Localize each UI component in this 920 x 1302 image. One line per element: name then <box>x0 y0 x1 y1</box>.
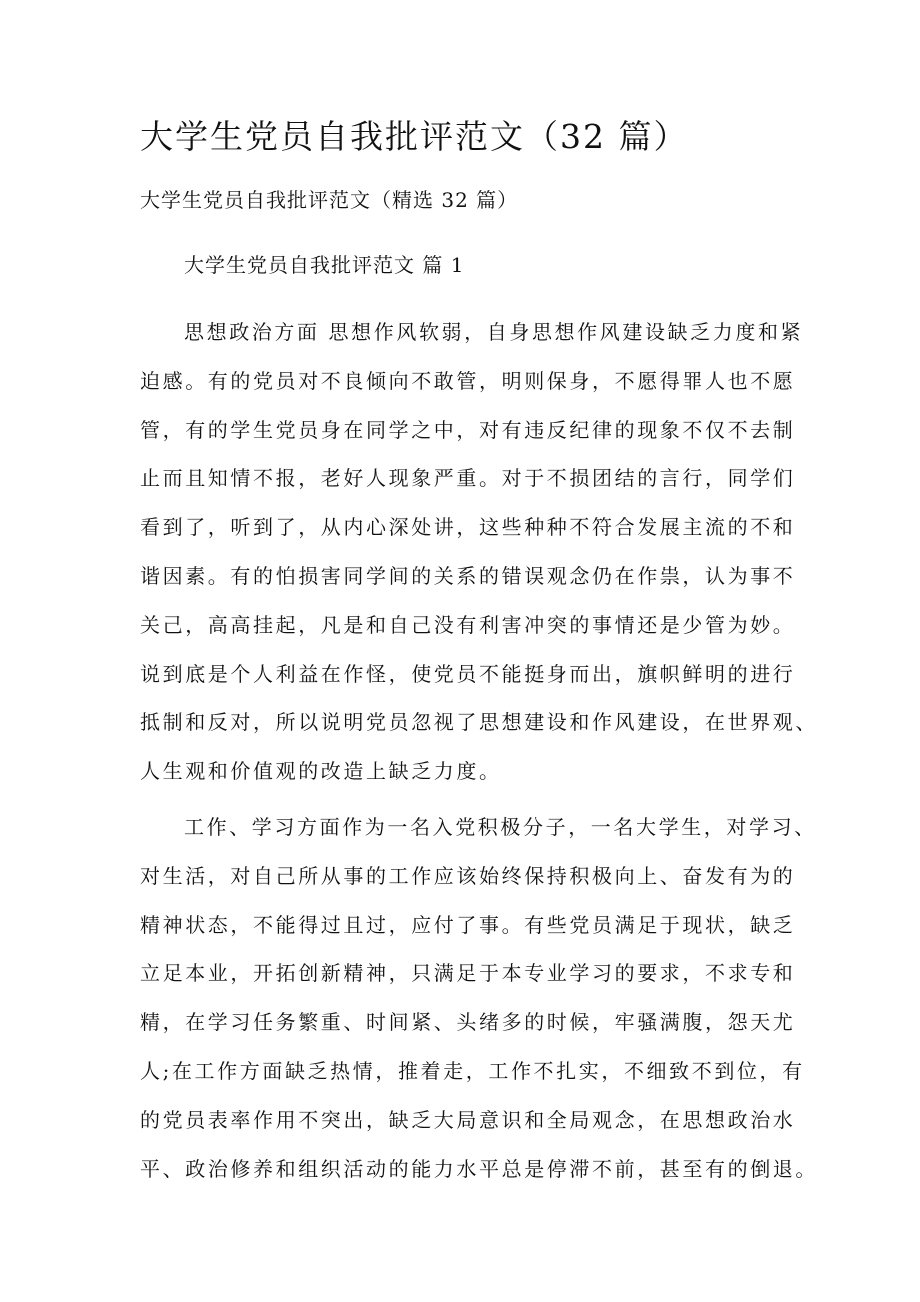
section-heading: 大学生党员自我批评范文 篇 1 <box>184 253 465 277</box>
paragraph-line: 抵制和反对，所以说明党员忽视了思想建设和作风建设，在世界观、 <box>140 710 818 735</box>
paragraph-ideology <box>140 308 818 796</box>
paragraph-line: 的党员表率作用不突出，缺乏大局意识和全局观念，在思想政治水 <box>140 1107 796 1132</box>
paragraph-line: 管，有的学生党员身在同学之中，对有违反纪律的现象不仅不去制 <box>140 417 796 442</box>
paragraph-line: 关己，高高挂起，凡是和自己没有利害冲突的事情还是少管为妙。 <box>140 612 796 637</box>
paragraph-line: 人生观和价值观的改造上缺乏力度。 <box>140 759 502 784</box>
paragraph-line: 迫感。有的党员对不良倾向不敢管，明则保身，不愿得罪人也不愿 <box>140 368 796 393</box>
paragraph-line: 思想政治方面 思想作风软弱，自身思想作风建设缺乏力度和紧 <box>184 320 804 344</box>
paragraph-line: 平、政治修养和组织活动的能力水平总是停滞不前，甚至有的倒退。 <box>140 1156 818 1181</box>
paragraph-line: 说到底是个人利益在作怪，使党员不能挺身而出，旗帜鲜明的进行 <box>140 661 796 686</box>
paragraph-line: 谐因素。有的怕损害同学间的关系的错误观念仍在作祟，认为事不 <box>140 563 796 588</box>
paragraph-work-study <box>140 803 818 1193</box>
paragraph-line: 立足本业，开拓创新精神，只满足于本专业学习的要求，不求专和 <box>140 961 796 986</box>
paragraph-line: 工作、学习方面作为一名入党积极分子，一名大学生，对学习、 <box>184 815 817 839</box>
paragraph-line: 精，在学习任务繁重、时间紧、头绪多的时候，牢骚满腹，怨天尤 <box>140 1010 796 1035</box>
paragraph-line: 人;在工作方面缺乏热情，推着走，工作不扎实，不细致不到位，有 <box>140 1058 805 1083</box>
paragraph-line: 止而且知情不报，老好人现象严重。对于不损团结的言行，同学们 <box>140 466 796 491</box>
document-title: 大学生党员自我批评范文（32 篇） <box>140 117 689 156</box>
paragraph-line: 对生活，对自己所从事的工作应该始终保持积极向上、奋发有为的 <box>140 863 796 888</box>
paragraph-line: 精神状态，不能得过且过，应付了事。有些党员满足于现状，缺乏 <box>140 912 796 937</box>
document-subtitle: 大学生党员自我批评范文（精选 32 篇） <box>140 188 519 212</box>
paragraph-line: 看到了，听到了，从内心深处讲，这些种种不符合发展主流的不和 <box>140 515 796 540</box>
